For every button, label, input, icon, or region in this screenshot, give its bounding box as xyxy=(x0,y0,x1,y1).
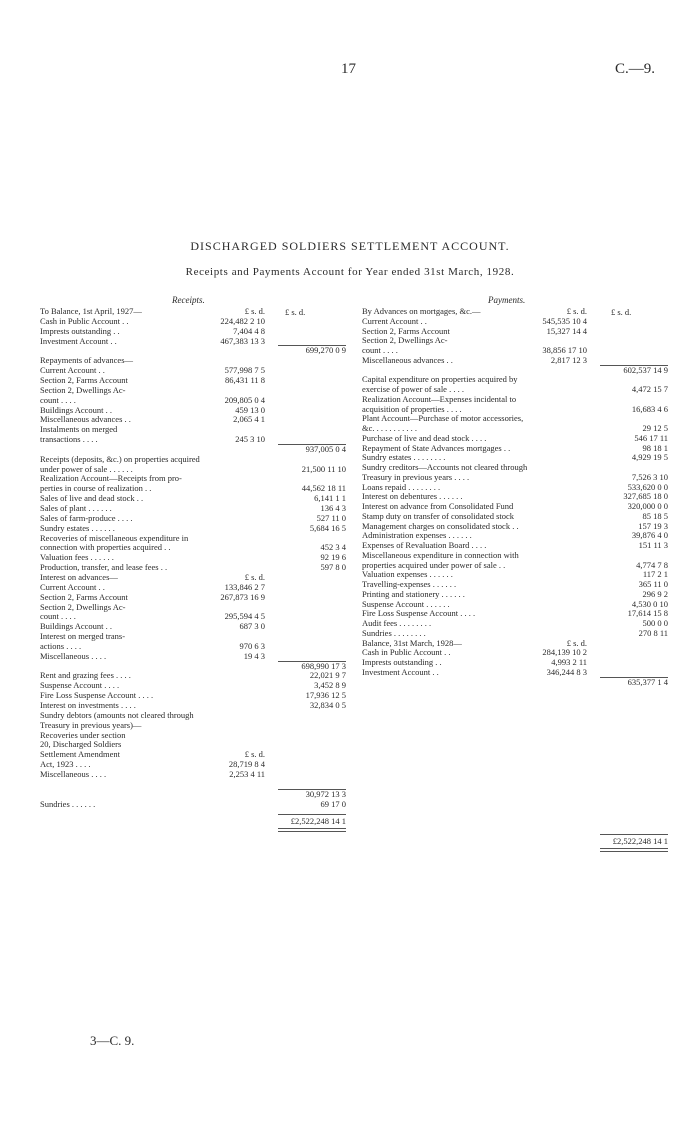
payments-inner-amount: 545,535 10 4 xyxy=(542,315,587,326)
receipts-inner-amount: £ s. d. xyxy=(244,749,265,760)
payments-label: Sundry creditors—Accounts not cleared through xyxy=(362,462,528,472)
payments-total-double-rule xyxy=(600,848,668,852)
payments-label: Valuation expenses . . . . . . xyxy=(362,569,453,580)
receipts-label: Section 2, Farms Account xyxy=(40,591,128,602)
payments-outer-amount: 602,537 14 9 xyxy=(623,364,668,375)
receipts-label: Miscellaneous advances . . xyxy=(40,414,131,425)
receipts-row xyxy=(40,603,352,613)
receipts-label: Current Account . . xyxy=(40,581,105,592)
payments-label: Expenses of Revaluation Board . . . . xyxy=(362,540,487,550)
payments-label: Capital expenditure on properties acquired by xyxy=(362,374,518,385)
receipts-label: Settlement Amendment xyxy=(40,749,121,760)
receipts-outer-amount: 21,500 11 10 xyxy=(301,463,346,474)
receipts-heading: Receipts. xyxy=(172,295,205,305)
payments-label: properties acquired under power of sale . . xyxy=(362,559,506,570)
payments-label: Balance, 31st March, 1928— xyxy=(362,637,462,648)
receipts-subtotal-rule xyxy=(278,345,346,346)
payments-label: Current Account . . xyxy=(362,315,427,326)
payments-label: Interest on advance from Consolidated Fund xyxy=(362,501,514,511)
payments-label: Printing and stationery . . . . . . xyxy=(362,588,465,599)
receipts-row xyxy=(40,800,352,810)
payments-label: Miscellaneous expenditure in connection with xyxy=(362,549,519,560)
receipts-subtotal-rule xyxy=(278,789,346,790)
receipts-inner-amount: £ s. d. xyxy=(244,571,265,582)
receipts-total-rule xyxy=(278,814,346,815)
receipts-label: Sales of plant . . . . . . xyxy=(40,503,112,513)
receipts-currency-head: £ s. d. xyxy=(285,307,306,317)
receipts-outer-amount: 3,452 8 9 xyxy=(314,680,346,691)
receipts-label: Buildings Account . . xyxy=(40,621,113,632)
payments-label: &c. . . . . . . . . . . xyxy=(362,423,418,433)
payments-grand-total: £2,522,248 14 1 xyxy=(612,836,668,847)
payments-label: Interest on debentures . . . . . . xyxy=(362,491,463,502)
payments-outer-amount: 296 9 2 xyxy=(642,588,668,599)
receipts-inner-amount: 687 3 0 xyxy=(239,621,265,632)
payments-inner-amount: 284,139 10 2 xyxy=(542,647,587,658)
payments-inner-amount: 4,993 2 11 xyxy=(551,657,587,667)
receipts-label: Instalments on merged xyxy=(40,424,118,435)
receipts-inner-amount: 577,998 7 5 xyxy=(224,365,265,376)
receipts-label: Recoveries under section xyxy=(40,729,126,740)
receipts-inner-amount: 2,253 4 11 xyxy=(229,768,265,779)
receipts-label: Section 2, Dwellings Ac- xyxy=(40,601,126,612)
receipts-label: count . . . . xyxy=(40,611,76,622)
receipts-outer-amount: 136 4 3 xyxy=(320,503,346,513)
payments-outer-amount: 29 12 5 xyxy=(642,423,668,433)
receipts-inner-amount: 86,431 11 8 xyxy=(224,374,265,385)
receipts-outer-amount: 92 19 6 xyxy=(320,552,346,563)
payments-subtotal-rule xyxy=(600,365,668,366)
receipts-inner-amount: 2,065 4 1 xyxy=(233,414,265,425)
payments-outer-amount: 635,377 1 4 xyxy=(627,676,668,687)
receipts-outer-amount: 22,021 9 7 xyxy=(309,670,346,681)
receipts-table xyxy=(40,307,352,827)
payments-label: Cash in Public Account . . xyxy=(362,647,451,658)
payments-label: Section 2, Dwellings Ac- xyxy=(362,335,448,346)
receipts-label: Act, 1923 . . . . xyxy=(40,759,91,770)
receipts-label: Rent and grazing fees . . . . xyxy=(40,670,131,681)
receipts-label: Miscellaneous . . . . xyxy=(40,768,107,779)
receipts-inner-amount: 295,594 4 5 xyxy=(224,611,265,622)
receipts-outer-amount: 937,005 0 4 xyxy=(305,443,346,454)
payments-label: Stamp duty on transfer of consolidated stock xyxy=(362,510,515,521)
payments-outer-amount: 327,685 18 0 xyxy=(623,491,668,502)
payments-outer-amount: 157 19 3 xyxy=(638,520,668,531)
payments-total-rule xyxy=(600,834,668,835)
receipts-inner-amount: 224,482 2 10 xyxy=(220,315,265,326)
receipts-inner-amount: 7,404 4 8 xyxy=(233,325,265,336)
payments-outer-amount: 270 8 11 xyxy=(638,627,668,638)
payments-heading: Payments. xyxy=(488,295,526,305)
payments-label: Sundry estates . . . . . . . . xyxy=(362,452,446,463)
payments-label: Audit fees . . . . . . . . xyxy=(362,618,432,628)
payments-outer-amount: 533,620 0 0 xyxy=(627,481,668,492)
payments-label: count . . . . xyxy=(362,345,398,355)
page-title: DISCHARGED SOLDIERS SETTLEMENT ACCOUNT. xyxy=(190,239,510,253)
receipts-subtotal-rule xyxy=(278,444,346,445)
receipts-total-double-rule xyxy=(278,828,346,832)
receipts-outer-amount: 17,936 12 5 xyxy=(305,690,346,701)
receipts-label: Cash in Public Account . . xyxy=(40,315,129,326)
payments-inner-amount: £ s. d. xyxy=(566,637,587,648)
payments-outer-amount: 151 11 3 xyxy=(638,540,668,550)
payments-outer-amount: 16,683 4 6 xyxy=(631,403,668,414)
page-footer: 3—C. 9. xyxy=(90,1033,135,1048)
receipts-outer-amount: 699,270 0 9 xyxy=(305,345,346,356)
page-subtitle: Receipts and Payments Account for Year ended 31st March, 1928. xyxy=(185,266,515,278)
receipts-inner-amount: 467,383 13 3 xyxy=(220,335,265,346)
payments-outer-amount: 85 18 5 xyxy=(642,510,668,521)
receipts-label: Imprests outstanding . . xyxy=(40,325,120,336)
payments-outer-amount: 117 2 1 xyxy=(642,569,668,580)
payments-outer-amount: 4,929 19 5 xyxy=(631,452,668,463)
receipts-outer-amount: 44,562 18 11 xyxy=(301,483,346,494)
receipts-row xyxy=(40,632,352,642)
receipts-outer-amount: 527 11 0 xyxy=(316,512,346,523)
payments-label: Management charges on consolidated stock . . xyxy=(362,520,519,531)
receipts-label: connection with properties acquired . . xyxy=(40,542,171,553)
receipts-label: Suspense Account . . . . xyxy=(40,680,120,691)
receipts-label: under power of sale . . . . . . xyxy=(40,463,133,474)
receipts-label: Treasury in previous years)— xyxy=(40,719,142,730)
payments-label: By Advances on mortgages, &c.— xyxy=(362,306,481,316)
document-reference: C.—9. xyxy=(614,61,655,77)
receipts-outer-amount: 5,684 16 5 xyxy=(309,522,346,533)
receipts-label: To Balance, 1st April, 1927— xyxy=(40,306,142,316)
receipts-grand-total: £2,522,248 14 1 xyxy=(290,816,346,827)
receipts-inner-amount: 209,805 0 4 xyxy=(224,394,265,405)
payments-outer-amount: 320,000 0 0 xyxy=(627,501,668,511)
receipts-label: perties in course of realization . . xyxy=(40,483,152,494)
payments-label: Suspense Account . . . . . . xyxy=(362,598,450,609)
payments-label: Realization Account—Expenses incidental to xyxy=(362,393,517,404)
payments-label: Loans repaid . . . . . . . . xyxy=(362,481,441,492)
payments-label: acquisition of properties . . . . xyxy=(362,403,462,414)
receipts-label: Realization Account—Receipts from pro- xyxy=(40,473,182,484)
receipts-outer-amount: 69 17 0 xyxy=(320,798,346,809)
receipts-outer-amount: 698,990 17 3 xyxy=(301,660,346,671)
payments-inner-amount: £ s. d. xyxy=(566,306,587,316)
receipts-inner-amount: 970 6 3 xyxy=(239,640,265,651)
receipts-label: transactions . . . . xyxy=(40,434,98,445)
payments-inner-amount: 346,244 8 3 xyxy=(546,666,587,677)
receipts-outer-amount: 32,834 0 5 xyxy=(309,700,346,710)
payments-label: Purchase of live and dead stock . . . . xyxy=(362,432,487,443)
receipts-label: Sales of farm-produce . . . . xyxy=(40,512,133,523)
receipts-label: Buildings Account . . xyxy=(40,404,113,415)
receipts-row xyxy=(40,770,352,780)
receipts-outer-amount: 30,972 13 3 xyxy=(305,788,346,799)
receipts-label: Interest on merged trans- xyxy=(40,631,126,642)
payments-outer-amount: 39,876 4 0 xyxy=(631,530,668,541)
payments-outer-amount: 4,472 15 7 xyxy=(631,384,668,394)
payments-label: Treasury in previous years . . . . xyxy=(362,471,470,482)
receipts-label: Investment Account . . xyxy=(40,335,117,346)
receipts-label: Current Account . . xyxy=(40,365,105,376)
receipts-label: Miscellaneous . . . . xyxy=(40,650,107,661)
receipts-label: Production, transfer, and lease fees . . xyxy=(40,562,168,573)
payments-outer-amount: 500 0 0 xyxy=(642,618,668,628)
payments-table xyxy=(362,306,674,847)
payments-total-row xyxy=(362,837,674,847)
receipts-label: Repayments of advances— xyxy=(40,355,133,366)
payments-outer-amount: 365 11 0 xyxy=(638,579,668,589)
payments-outer-amount: 7,526 3 10 xyxy=(631,471,668,482)
payments-outer-amount: 98 18 1 xyxy=(642,442,668,453)
payments-currency-head: £ s. d. xyxy=(611,307,632,317)
receipts-label: Sundries . . . . . . xyxy=(40,798,96,809)
receipts-label: Fire Loss Suspense Account . . . . xyxy=(40,690,154,701)
payments-subtotal-rule xyxy=(600,677,668,678)
payments-label: Fire Loss Suspense Account . . . . xyxy=(362,608,476,619)
receipts-inner-amount: 267,873 16 9 xyxy=(220,591,265,602)
payments-row xyxy=(362,336,674,346)
payments-label: Sundries . . . . . . . . xyxy=(362,627,426,638)
receipts-subtotal-rule xyxy=(278,661,346,662)
payments-label: Section 2, Farms Account xyxy=(362,325,450,336)
receipts-inner-amount: 133,846 2 7 xyxy=(224,581,265,592)
receipts-label: 20, Discharged Soldiers xyxy=(40,739,122,750)
receipts-total-row xyxy=(40,817,352,827)
payments-label: Investment Account . . xyxy=(362,666,439,677)
receipts-row xyxy=(40,386,352,396)
receipts-label: Section 2, Dwellings Ac- xyxy=(40,384,126,395)
payments-label: Administration expenses . . . . . . xyxy=(362,530,472,541)
receipts-inner-amount: 19 4 3 xyxy=(243,650,265,661)
payments-label: Travelling-expenses . . . . . . xyxy=(362,579,457,589)
receipts-outer-amount: 452 3 4 xyxy=(320,542,346,553)
payments-outer-amount: 546 17 11 xyxy=(634,432,668,443)
receipts-outer-amount: 597 8 0 xyxy=(320,562,346,573)
payments-label: Imprests outstanding . . xyxy=(362,657,442,667)
payments-outer-amount: 4,530 0 10 xyxy=(631,598,668,609)
receipts-label: Valuation fees . . . . . . xyxy=(40,552,114,563)
receipts-outer-amount: 6,141 1 1 xyxy=(314,493,346,504)
receipts-label: Receipts (deposits, &c.) on properties acquired xyxy=(40,453,200,464)
receipts-label: Sundry estates . . . . . . xyxy=(40,522,115,533)
payments-label: Miscellaneous advances . . xyxy=(362,354,453,365)
receipts-label: Interest on investments . . . . xyxy=(40,700,136,710)
receipts-label: count . . . . xyxy=(40,394,76,405)
payments-inner-amount: 2,817 12 3 xyxy=(550,354,587,365)
receipts-label: actions . . . . xyxy=(40,640,82,651)
payments-inner-amount: 38,856 17 10 xyxy=(542,345,587,355)
payments-label: Plant Account—Purchase of motor accessories, xyxy=(362,413,524,424)
payments-row xyxy=(362,678,674,688)
receipts-inner-amount: 245 3 10 xyxy=(235,434,265,445)
receipts-inner-amount: 459 13 0 xyxy=(235,404,265,415)
page-number: 17 xyxy=(341,61,356,77)
receipts-label: Section 2, Farms Account xyxy=(40,374,128,385)
receipts-label: Sundry debtors (amounts not cleared through xyxy=(40,709,194,720)
payments-outer-amount: 4,774 7 8 xyxy=(636,559,668,570)
payments-label: exercise of power of sale . . . . xyxy=(362,384,464,394)
receipts-inner-amount: £ s. d. xyxy=(244,306,265,316)
receipts-label: Recoveries of miscellaneous expenditure in xyxy=(40,532,189,543)
payments-inner-amount: 15,327 14 4 xyxy=(546,325,587,336)
receipts-label: Sales of live and dead stock . . xyxy=(40,493,144,504)
payments-label: Repayment of State Advances mortgages . . xyxy=(362,442,511,453)
receipts-inner-amount: 28,719 8 4 xyxy=(228,759,265,770)
receipts-label: Interest on advances— xyxy=(40,571,118,582)
payments-outer-amount: 17,614 15 8 xyxy=(627,608,668,619)
